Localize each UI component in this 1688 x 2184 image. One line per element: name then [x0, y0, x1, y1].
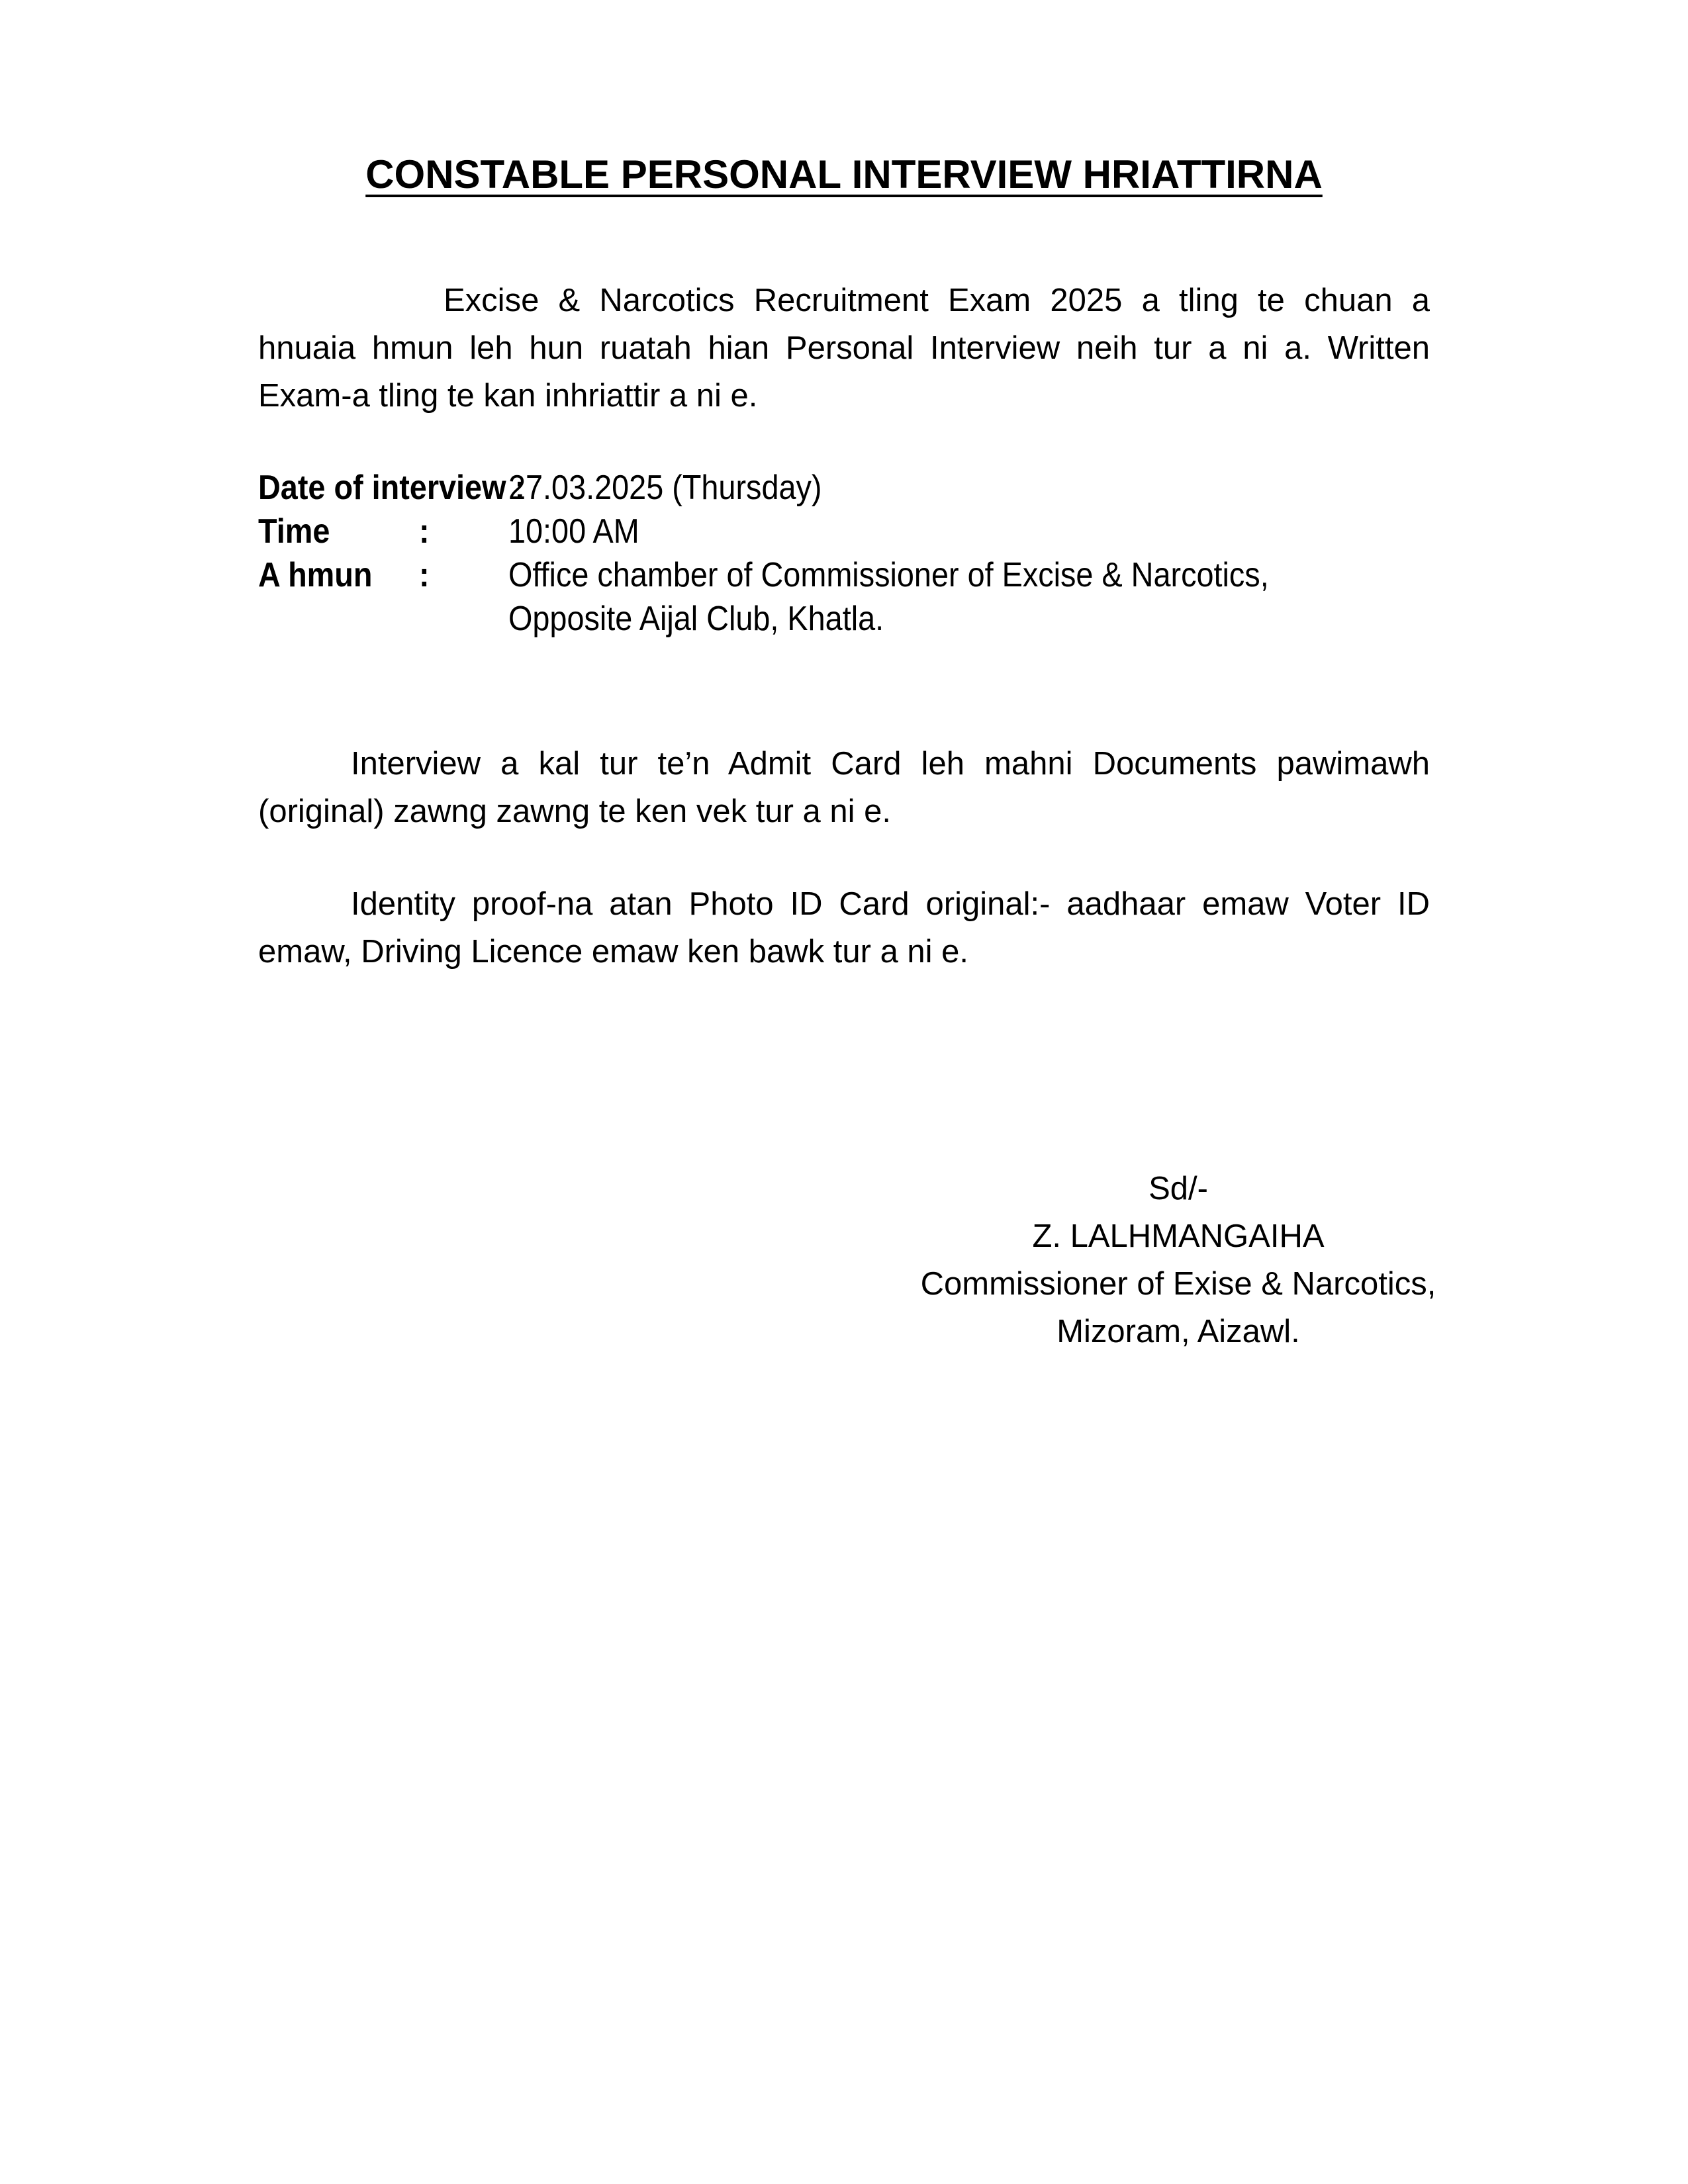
- documents-instruction: Interview a kal tur te’n Admit Card leh mahni Documents pawimawh (original) zawng zawng te ken vek tur a ni e.: [258, 746, 1430, 829]
- date-row: [258, 466, 1331, 510]
- signatory-location: Mizoram, Aizawl.: [1056, 1314, 1300, 1349]
- place-line-2: Opposite Aijal Club, Khatla.: [508, 600, 884, 638]
- notice-title: [0, 151, 1688, 199]
- time-label: Time: [258, 512, 330, 551]
- date-value: 27.03.2025 (Thursday): [508, 469, 822, 507]
- signature-block: [847, 1165, 1509, 1355]
- place-line-1: Office chamber of Commissioner of Excise & Narcotics,: [508, 556, 1269, 594]
- date-label: Date of interview :: [258, 469, 526, 507]
- place-value: [508, 553, 1331, 641]
- place-colon: :: [419, 556, 430, 594]
- signature-sd: Sd/-: [1149, 1171, 1208, 1206]
- notice-title-text: CONSTABLE PERSONAL INTERVIEW HRIATTIRNA: [365, 152, 1323, 197]
- place-label: A hmun: [258, 556, 373, 594]
- intro-paragraph: Excise & Narcotics Recruitment Exam 2025 a tling te chuan a hnuaia hmun leh hun ruatah hian Personal Interview neih tur a ni a. Written Exam-a tling te kan inhriattir a ni e.: [258, 283, 1430, 414]
- place-row: [258, 553, 1331, 641]
- identity-instruction: Identity proof-na atan Photo ID Card original:- aadhaar emaw Voter ID emaw, Driving Licence emaw ken bawk tur a ni e.: [258, 886, 1430, 970]
- time-value: 10:00 AM: [508, 512, 639, 551]
- signatory-name: Z. LALHMANGAIHA: [1032, 1218, 1325, 1254]
- signatory-designation: Commissioner of Exise & Narcotics,: [920, 1266, 1436, 1302]
- time-row: [258, 510, 1331, 553]
- time-colon: :: [419, 512, 430, 551]
- interview-details: [258, 466, 1331, 641]
